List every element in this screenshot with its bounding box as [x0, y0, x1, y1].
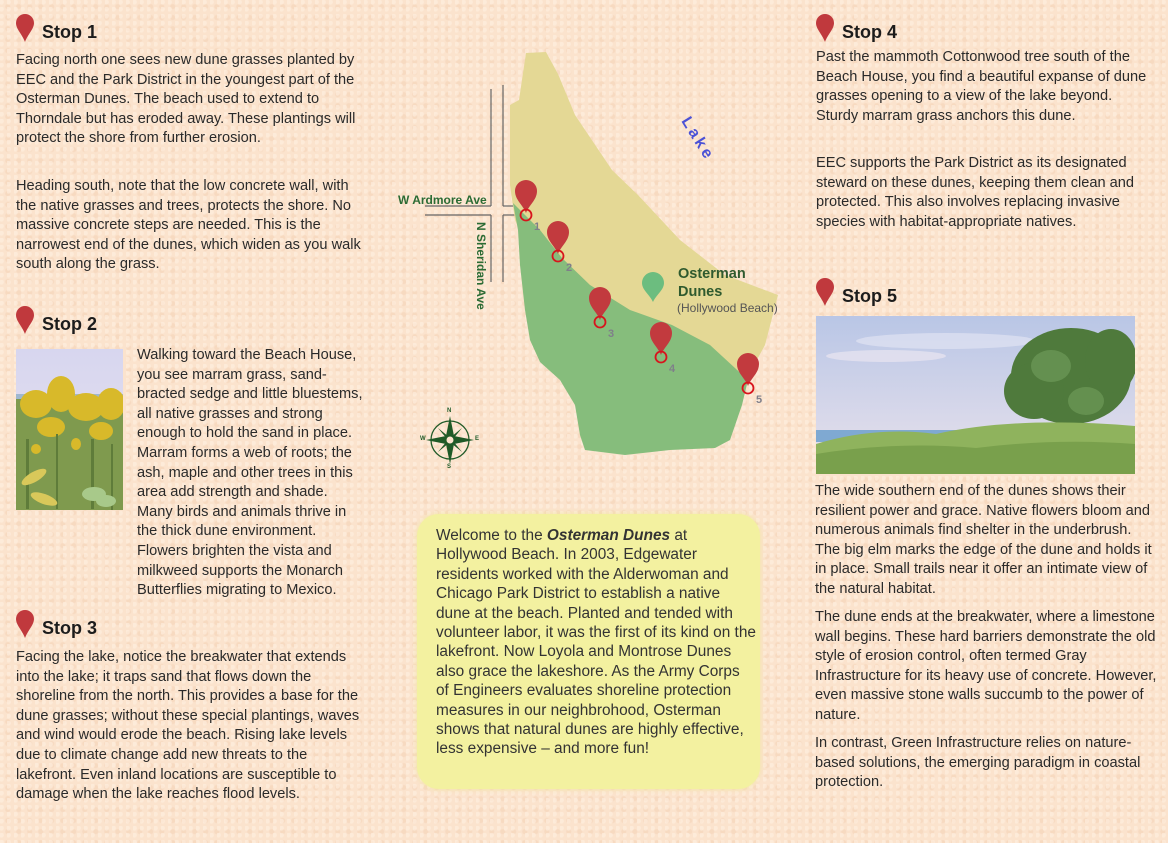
stop-2-heading: [16, 306, 97, 334]
stop-3-heading: [16, 610, 97, 638]
welcome-emphasis: Osterman Dunes: [546, 527, 671, 544]
stop-5-paragraph-2: The dune ends at the breakwater, where a limestone wall begins. These hard barriers demonstrate the old style of erosion control, often termed Gray Infrastructure for its heavy use of concrete. However, even massive stone walls succumb to the power of nature.: [815, 609, 1157, 723]
stop-5-paragraph-1: The wide southern end of the dunes shows their resilient power and grace. Native flowers bloom and numerous animals find shelter in the underbrush. The big elm marks the edge of the dune and holds it in place. Small trails near it offer an intimate view of the natural habitat.: [815, 483, 1152, 597]
stop-title: Stop 2: [42, 314, 98, 334]
map-pin-icon: [16, 610, 34, 638]
stop-3-paragraph: Facing the lake, notice the breakwater that extends into the lake; it traps sand that flows down the shoreline from the north. This provides a base for the dune grasses; without these special plantings, waves and wind would erode the beach. Rising lake levels due to climate change add new threats to the lakefront. Even inland locations are susceptible to damage when the lake reaches flood levels.: [16, 649, 360, 803]
stop-number-label: 3: [608, 328, 615, 340]
stop-number-label: 5: [756, 394, 763, 406]
dunes-title-line2: Dunes: [678, 284, 723, 300]
dunes-map: [380, 40, 800, 480]
dunes-subtitle: (Hollywood Beach): [677, 301, 778, 315]
compass-w: W: [420, 436, 426, 442]
stop-marker-3[interactable]: [589, 286, 611, 330]
stop-number-label: 4: [669, 363, 676, 375]
stop-5-heading: [816, 278, 897, 306]
compass-e: E: [475, 436, 480, 442]
street-label-ardmore: W Ardmore Ave: [398, 193, 487, 207]
stop-marker-4[interactable]: [650, 321, 672, 365]
map-pin-icon: [737, 352, 759, 396]
map-pin-icon: [816, 278, 834, 306]
stop-title: Stop 3: [42, 618, 98, 638]
welcome-text: [436, 526, 756, 759]
stop-title: Stop 1: [42, 22, 98, 42]
map-pin-icon: [547, 220, 569, 264]
elm-dune-photo: [816, 316, 1135, 474]
stop-4-paragraph-1: Past the mammoth Cottonwood tree south of the Beach House, you find a beautiful expanse of dune grasses opening to a view of the lake beyond. Sturdy marram grass anchors this dune.: [816, 49, 1147, 124]
map-pin-icon: [650, 321, 672, 365]
stop-1-heading: [16, 14, 97, 42]
dunes-title-line1: Osterman: [678, 266, 746, 282]
stop-number-label: 2: [566, 262, 573, 274]
stop-title: Stop 5: [842, 286, 898, 306]
welcome-box: [417, 514, 760, 789]
stop-1-paragraph-2: Heading south, note that the low concrete wall, with the native grasses and trees, protects the shore. No massive concrete steps are needed. This is the narrowest end of the dunes, which widen as you walk south along the grass.: [16, 178, 361, 273]
stop-marker-1[interactable]: [515, 179, 537, 223]
compass-s: S: [447, 464, 452, 470]
lake-label: Lake: [677, 114, 718, 165]
compass-rose-icon: [420, 408, 480, 472]
stop-2-paragraph: Walking toward the Beach House, you see marram grass, sand-bracted sedge and little bluestems, all native grasses and strong enough to hold the sand in place. Marram forms a web of roots; the ash, maple and other trees in this area add strength and shade. Many birds and animals thrive in the thick dune environment. Flowers brighten the vista and milkweed supports the Monarch Butterflies migrating to Mexico.: [137, 347, 363, 599]
map-pin-icon: [16, 14, 34, 42]
stop-1-paragraph-1: Facing north one sees new dune grasses planted by EEC and the Park District in the youngest part of the Osterman Dunes. The beach used to extend to Thorndale but has eroded away. These plantings will protect the shore from further erosion.: [16, 52, 356, 147]
stop-4-paragraph-2: EEC supports the Park District as its designated steward on these dunes, keeping them clean and protected. This also involves replacing invasive species with habitat-appropriate natives.: [816, 155, 1135, 230]
stop-4-heading: [816, 14, 897, 42]
stop-number-label: 1: [534, 221, 541, 233]
stop-5-paragraph-3: In contrast, Green Infrastructure relies on nature-based solutions, the emerging paradigm in coastal protection.: [815, 735, 1141, 791]
welcome-prefix: Welcome to the: [436, 527, 547, 544]
stop-marker-5[interactable]: [737, 352, 759, 396]
map-pin-icon: [16, 306, 34, 334]
street-label-sheridan: N Sheridan Ave: [474, 222, 488, 310]
compass-n: N: [447, 408, 452, 414]
street-lines: [425, 85, 517, 282]
map-pin-icon: [515, 179, 537, 223]
stop-marker-2[interactable]: [547, 220, 569, 264]
welcome-body: at Hollywood Beach. In 2003, Edgewater residents worked with the Alderwoman and Chicago Park District to establish a native dune at the beach. Planted and tended with volunteer labor, it was the first of its kind on the lakefront. Now Loyola and Montrose Dunes also grace the lakeshore. As the Army Corps of Engineers evaluates shoreline protection measures in our neighbrohood, Osterman shows that natural dunes are highly effective, less expensive – and more fun!: [436, 527, 756, 758]
map-pin-icon: [589, 286, 611, 330]
map-pin-icon: [816, 14, 834, 42]
goldenrod-photo: [16, 349, 123, 510]
stop-title: Stop 4: [842, 22, 898, 42]
